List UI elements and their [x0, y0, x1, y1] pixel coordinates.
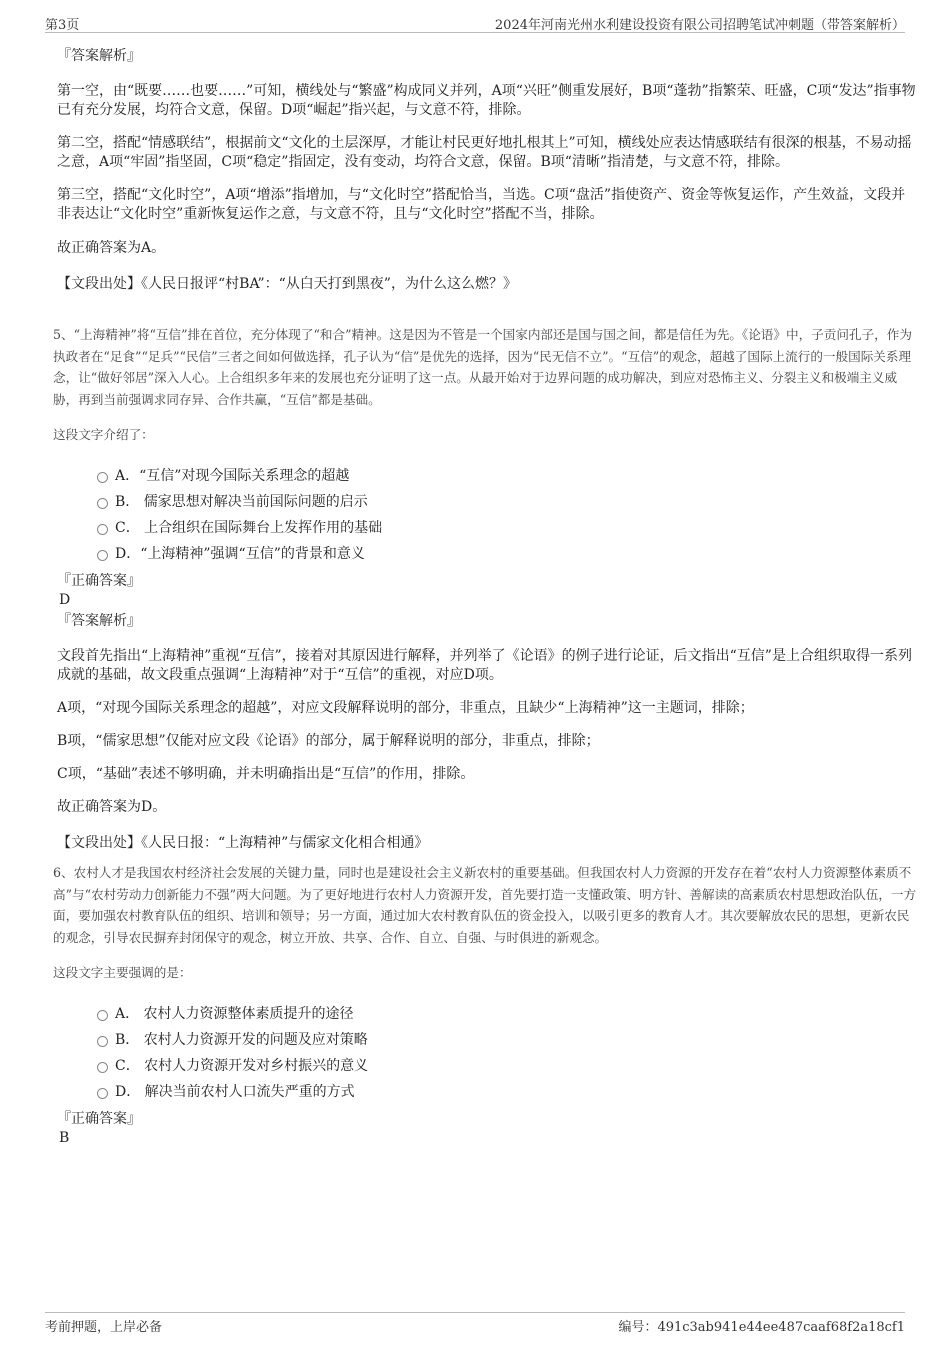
- correct-answer-label: 『正确答案』: [57, 1111, 141, 1127]
- source-citation: 【文段出处】《人民日报评“村BA”：“从白天打到黑夜”，为什么这么燃？》: [57, 276, 517, 292]
- footer-slogan: 考前押题，上岸必备: [45, 1320, 163, 1335]
- option-b[interactable]: B． 农村人力资源开发的问题及应对策略: [57, 1027, 917, 1053]
- radio-button[interactable]: [97, 472, 108, 483]
- page-number: 第3页: [45, 18, 80, 33]
- question-prompt: 这段文字主要强调的是：: [53, 965, 192, 980]
- analysis-paragraph: 第三空，搭配“文化时空”，A项“增添”指增加，与“文化时空”搭配恰当，当选。C项“盘活”指使资产、资金等恢复运作，产生效益，文段并非表达让“文化时空”重新恢复运作之意，与文意不符，且与“文化时空”搭配不当，排除。: [57, 187, 906, 222]
- analysis-paragraph: 文段首先指出“上海精神”重视“互信”，接着对其原因进行解释，并列举了《论语》的例子进行论证，后文指出“互信”是上合组织取得一系列成就的基础，故文段重点强调“上海精神”对于“互信”的重视，对应D项。: [57, 648, 912, 683]
- option-list: [57, 463, 917, 567]
- question-text: 6、农村人才是我国农村经济社会发展的关键力量，同时也是建设社会主义新农村的重要基础。但我国农村人力资源的开发存在着“农村人力资源整体素质不高”与“农村劳动力创新能力不强”两大问题。为了更好地进行农村人力资源开发，首先要打造一支懂政策、明方针、善解读的高素质农村思想政治队伍，一方面，要加强农村教育队伍的组织、培训和领导；另一方面，通过加大农村教育队伍的资金投入，以吸引更多的教育人才。其次要解放农民的思想，更新农民的观念，引导农民摒弃封闭保守的观念，树立开放、共享、合作、自立、自强、与时俱进的新观念。: [53, 865, 917, 945]
- document-title: 2024年河南光州水利建设投资有限公司招聘笔试冲刺题（带答案解析）: [494, 18, 905, 33]
- option-d[interactable]: D． 解决当前农村人口流失严重的方式: [57, 1079, 917, 1105]
- analysis-paragraph: C项，“基础”表述不够明确，并未明确指出是“互信”的作用，排除。: [57, 766, 475, 782]
- answer-conclusion: 故正确答案为A。: [57, 240, 166, 256]
- option-b[interactable]: B． 儒家思想对解决当前国际问题的启示: [57, 489, 917, 515]
- option-c[interactable]: C． 上合组织在国际舞台上发挥作用的基础: [57, 515, 917, 541]
- option-list: [57, 1001, 917, 1105]
- radio-button[interactable]: [97, 1010, 108, 1021]
- page-header: [45, 12, 905, 33]
- analysis-label: 『答案解析』: [57, 48, 141, 64]
- radio-button[interactable]: [97, 1062, 108, 1073]
- question-text: 5、“上海精神”将“互信”排在首位，充分体现了“和合”精神。这是因为不管是一个国家内部还是国与国之间，都是信任为先。《论语》中，子贡问孔子，作为执政者在“足食”“足兵”“民信”三者之间如何做选择，孔子认为“信”是优先的选择，因为“民无信不立”。“互信”的观念，超越了国际上流行的一般国际关系理念，让“做好邻居”深入人心。上合组织多年来的发展也充分证明了这一点。从最开始对于边界问题的成功解决，到应对恐怖主义、分裂主义和极端主义威胁，再到当前强调求同存异、合作共赢，“互信”都是基础。: [53, 327, 912, 407]
- option-c[interactable]: C． 农村人力资源开发对乡村振兴的意义: [57, 1053, 917, 1079]
- option-a[interactable]: A．“互信”对现今国际关系理念的超越: [57, 463, 917, 489]
- radio-button[interactable]: [97, 1036, 108, 1047]
- option-d[interactable]: D．“上海精神”强调“互信”的背景和意义: [57, 541, 917, 567]
- analysis-label: 『答案解析』: [57, 613, 141, 629]
- answer-conclusion: 故正确答案为D。: [57, 799, 167, 815]
- analysis-paragraph: B项，“儒家思想”仅能对应文段《论语》的部分，属于解释说明的部分，非重点，排除；: [57, 733, 600, 749]
- correct-answer-label: 『正确答案』: [57, 573, 141, 589]
- radio-button[interactable]: [97, 1088, 108, 1099]
- question-prompt: 这段文字介绍了：: [53, 427, 154, 442]
- radio-button[interactable]: [97, 550, 108, 561]
- analysis-paragraph: 第一空，由“既要……也要……”可知，横线处与“繁盛”构成同义并列，A项“兴旺”侧重发展好，B项“蓬勃”指繁荣、旺盛，C项“发达”指事物已有充分发展，均符合文意，保留。D项“崛起”指兴起，与文意不符，排除。: [57, 83, 916, 118]
- analysis-paragraph: A项，“对现今国际关系理念的超越”，对应文段解释说明的部分，非重点，且缺少“上海精神”这一主题词，排除；: [57, 700, 754, 716]
- radio-button[interactable]: [97, 498, 108, 509]
- document-id: 编号：491c3ab941e44ee487caaf68f2a18cf1: [618, 1320, 905, 1335]
- option-a[interactable]: A． 农村人力资源整体素质提升的途径: [57, 1001, 917, 1027]
- radio-button[interactable]: [97, 524, 108, 535]
- analysis-paragraph: 第二空，搭配“情感联结”，根据前文“文化的土层深厚，才能让村民更好地扎根其上”可知，横线处应表达情感联结有很深的根基，不易动摇之意，A项“牢固”指坚固，C项“稳定”指固定，没有变动，均符合文意，保留。B项“清晰”指清楚，与文意不符，排除。: [57, 135, 912, 170]
- source-citation: 【文段出处】《人民日报：“上海精神”与儒家文化相合相通》: [57, 835, 429, 851]
- correct-answer: B: [59, 1130, 70, 1146]
- correct-answer: D: [59, 592, 71, 608]
- document-content: [53, 44, 917, 1147]
- page-footer: [45, 1312, 905, 1335]
